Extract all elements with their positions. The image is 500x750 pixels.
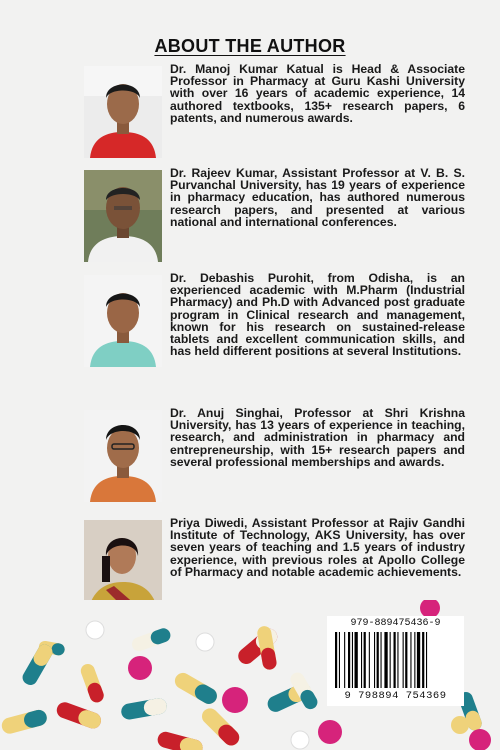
isbn-digits: 9 798894 754369 <box>344 690 447 702</box>
barcode-bar <box>410 632 411 688</box>
author-bio: Dr. Manoj Kumar Katual is Head & Associate Professor in Pharmacy at Guru Kashi University with over 16 years of academic experience, 14 authored textbooks, 135+ research papers, 6 patents, and numerous awards. <box>170 62 465 125</box>
barcode-bar <box>335 632 337 688</box>
author-bio: Dr. Rajeev Kumar, Assistant Professor at V. B. S. Purvanchal University, has 19 years of experience in pharmacy education, has authored numerous research papers, and presented at various national and international conferences. <box>170 166 465 229</box>
author-entry <box>84 271 466 373</box>
author-photo <box>84 410 162 502</box>
isbn-label: 979-889475436-9 <box>350 618 441 629</box>
barcode-bar <box>426 632 427 688</box>
barcode-bars <box>335 632 456 688</box>
isbn-barcode <box>327 616 464 706</box>
barcode-bar <box>352 632 353 688</box>
barcode-bar <box>377 632 379 688</box>
author-entry <box>84 406 466 508</box>
barcode-bar <box>405 632 407 688</box>
barcode-bar <box>422 632 424 688</box>
barcode-bar <box>355 632 358 688</box>
barcode-bar <box>339 632 340 688</box>
author-entry <box>84 166 466 268</box>
author-photo <box>84 170 162 262</box>
barcode-bar <box>374 632 375 688</box>
page-title: ABOUT THE AUTHOR <box>154 36 346 56</box>
barcode-bar <box>369 632 370 688</box>
author-photo <box>84 520 162 612</box>
barcode-bar <box>348 632 350 688</box>
author-bio: Priya Diwedi, Assistant Professor at Rajiv Gandhi Institute of Technology, AKS University, has over seven years of teaching and 1.5 years of industry experience, with previous roles at Apollo College of Pharmacy and notable academic achievements. <box>170 516 465 579</box>
barcode-bar <box>397 632 398 688</box>
barcode-bar <box>394 632 396 688</box>
barcode-bar <box>364 632 366 688</box>
barcode-bar <box>414 632 415 688</box>
barcode-bar <box>384 632 387 688</box>
barcode-bar <box>381 632 382 688</box>
author-entry <box>84 62 466 164</box>
author-photo <box>84 275 162 367</box>
barcode-bar <box>403 632 404 688</box>
barcode-bar <box>417 632 420 688</box>
barcode-bar <box>390 632 391 688</box>
author-bio: Dr. Debashis Purohit, from Odisha, is an experienced academic with M.Pharm (Industrial Pharmacy) and Ph.D with Advanced post graduate program in Clinical research and management, known for his research on sustained-release tablets and excellent communication skills, and has held different positions at several Institutions. <box>170 271 465 359</box>
author-photo <box>84 66 162 158</box>
author-bio: Dr. Anuj Singhai, Professor at Shri Krishna University, has 13 years of experience in teaching, research, and administration in pharmacy and entrepreneurship, with 15+ research papers and several professional memberships and awards. <box>170 406 465 469</box>
barcode-bar <box>361 632 362 688</box>
barcode-bar <box>344 632 345 688</box>
